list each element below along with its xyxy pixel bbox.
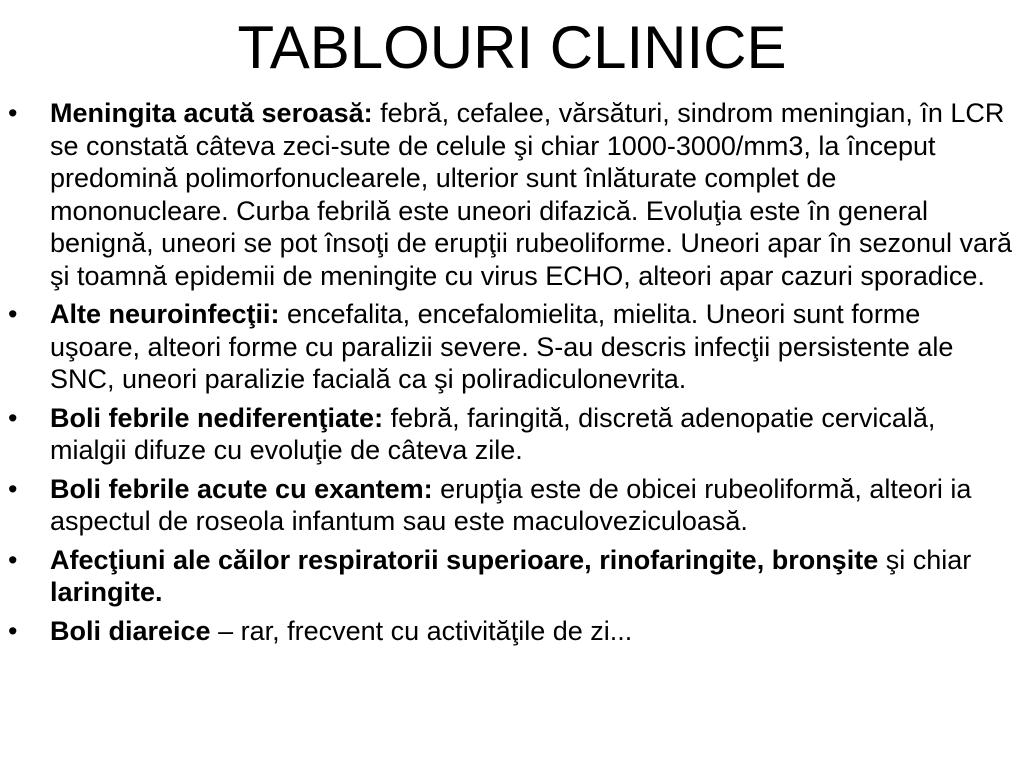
bullet-text: erupţia este de obicei rubeoliformă, alteori ia aspectul de roseola infantum sau este maculoveziculoasă. (50, 473, 972, 536)
bullet-icon: • (8, 473, 18, 504)
bullet-text: febră, cefalee, vărsături, sindrom meningian, în LCR se constată câteva zeci-sute de celule şi chiar 1000-3000/mm3, la început predomină polimorfonuclearele, ulterior sunt înlăturate complet de mononucleare. Curba febrilă este uneori difazică. Evoluţia este în general benignă, uneori se pot însoţi de erupţii rubeoliforme. Uneori apar în sezonul vară şi toamnă epidemii de meningite cu virus ECHO, alteori apar cazuri sporadice. (50, 98, 1013, 291)
bullet-item-boli-diareice (0, 615, 1020, 648)
bullet-icon: • (8, 615, 18, 646)
bullet-item-neuroinfectii (0, 298, 1020, 396)
bullet-item-boli-exantem (0, 473, 1020, 538)
bullet-icon: • (8, 402, 18, 433)
slide-title: TABLOURI CLINICE (237, 14, 787, 81)
bullet-heading: Boli febrile nediferenţiate: (50, 402, 384, 433)
bullet-heading: Meningita acută seroasă: (50, 98, 373, 128)
bullet-text: – rar, frecvent cu activităţile de zi... (210, 615, 633, 646)
bullet-heading: Alte neuroinfecţii: (50, 299, 280, 329)
bullet-item-afectiuni-respiratorii (0, 544, 1020, 609)
bullet-list (0, 97, 1020, 653)
bullet-heading: Boli febrile acute cu exantem: (50, 473, 433, 504)
bullet-icon: • (8, 544, 18, 575)
bullet-item-meningita (0, 97, 1020, 292)
bullet-text: şi chiar (878, 544, 972, 575)
bullet-heading: Boli diareice (50, 615, 211, 646)
bullet-text: encefalita, encefalomielita, mielita. Uneori sunt forme uşoare, alteori forme cu paralizii severe. S-au descris infecţii persistente ale SNC, uneori paralizie facială ca şi poliradiculonevrita. (50, 299, 954, 394)
bullet-icon: • (8, 98, 18, 128)
bullet-heading: Afecţiuni ale căilor respiratorii superioare, rinofaringite, bronşite (50, 544, 879, 575)
bullet-text: febră, faringită, discretă adenopatie cervicală, mialgii difuze cu evoluţie de câteva zile. (50, 402, 936, 465)
bullet-icon: • (8, 299, 18, 329)
bullet-item-boli-nediferentiate (0, 402, 1020, 467)
bullet-heading-secondary: laringite. (50, 577, 163, 607)
